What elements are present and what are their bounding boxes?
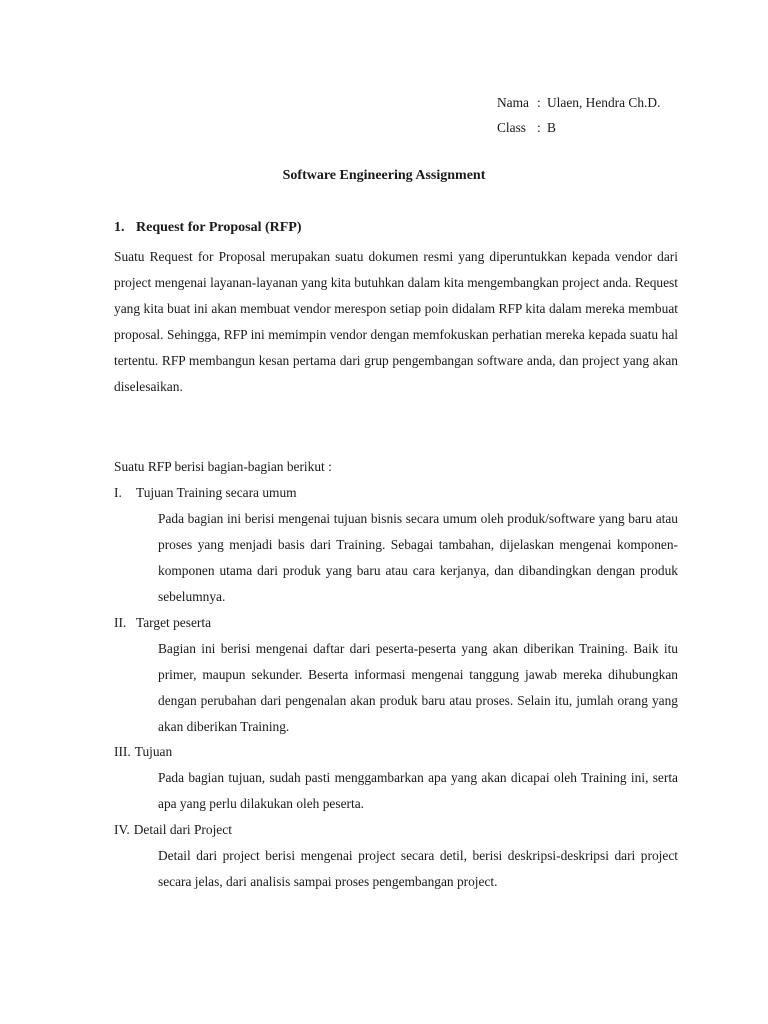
list-item-body: Bagian ini berisi mengenai daftar dari peserta-peserta yang akan diberikan Training. Baik itu primer, maupun sekunder. Beserta informasi mengenai tanggung jawab mereka dihubungkan dengan perubahan dari pengenalan akan produk baru atau proses. Selain itu, jumlah orang yang akan diberikan Training.: [158, 641, 678, 734]
list-item-number: I.: [114, 485, 122, 500]
class-label: Class: [497, 120, 527, 135]
class-separator: :: [537, 120, 541, 135]
name-separator: :: [537, 95, 541, 110]
section-title: Request for Proposal (RFP): [136, 220, 302, 235]
list-item-title: Tujuan: [134, 744, 173, 759]
class-value: B: [547, 120, 556, 135]
list-item-number: II.: [114, 615, 127, 630]
list-item-heading: [114, 610, 211, 636]
class-row: [497, 115, 660, 140]
section-heading: [114, 220, 302, 236]
student-info: [497, 90, 660, 140]
list-item-title: Target peserta: [136, 615, 212, 630]
list-lead-text: Suatu RFP berisi bagian-bagian berikut :: [114, 459, 332, 474]
name-value: Ulaen, Hendra Ch.D.: [547, 95, 661, 110]
section-number: 1.: [114, 220, 125, 235]
list-item-title: Detail dari Project: [133, 822, 232, 837]
intro-paragraph: Suatu Request for Proposal merupakan suatu dokumen resmi yang diperuntukkan kepada vendor dari project mengenai layanan-layanan yang kita butuhkan dalam kita mengembangkan project anda. Request yang kita buat ini akan membuat vendor merespon setiap poin didalam RFP kita dalam mereka membuat proposal. Sehingga, RFP ini memimpin vendor dengan memfokuskan perhatian mereka kepada suatu hal tertentu. RFP membangun kesan pertama dari grup pengembangan software anda, dan project yang akan diselesaikan.: [114, 249, 678, 394]
document-title: Software Engineering Assignment: [282, 168, 486, 183]
list-item-number: III.: [114, 744, 131, 759]
list-item-heading: [114, 739, 172, 765]
list-item-heading: [114, 817, 232, 843]
name-label: Nama: [497, 95, 529, 110]
list-item-title: Tujuan Training secara umum: [136, 485, 297, 500]
list-item-heading: [114, 480, 297, 506]
list-item-body: Pada bagian ini berisi mengenai tujuan bisnis secara umum oleh produk/software yang baru atau proses yang menjadi basis dari Training. Sebagai tambahan, dijelaskan mengenai komponen-komponen utama dari produk yang baru atau cara kerjanya, dan dibandingkan dengan produk sebelumnya.: [158, 511, 678, 604]
list-item-number: IV.: [114, 822, 130, 837]
name-row: [497, 90, 660, 115]
list-item-body: Detail dari project berisi mengenai project secara detil, berisi deskripsi-deskripsi dari project secara jelas, dari analisis sampai proses pengembangan project.: [158, 848, 678, 889]
list-item-body: Pada bagian tujuan, sudah pasti menggambarkan apa yang akan dicapai oleh Training ini, serta apa yang perlu dilakukan oleh peserta.: [158, 770, 678, 811]
